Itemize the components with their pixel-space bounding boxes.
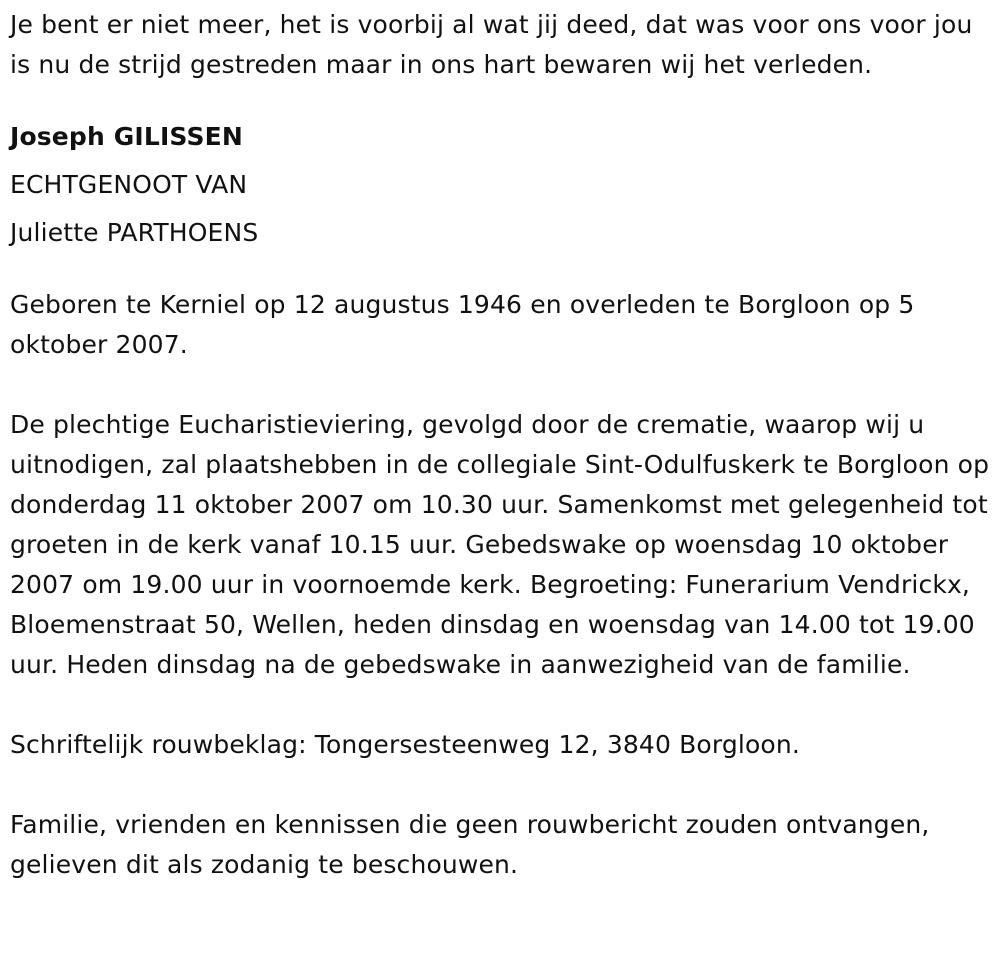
birth-death-details: Geboren te Kerniel op 12 augustus 1946 en overleden te Borgloon op 5 oktober 2007. <box>10 290 915 359</box>
spacer <box>10 365 995 405</box>
spacer <box>10 685 995 725</box>
spacer <box>10 85 995 113</box>
memorial-poem: Je bent er niet meer, het is voorbij al wat jij deed, dat was voor ons voor jou is nu de strijd gestreden maar in ons hart bewaren wij het verleden. <box>10 10 973 79</box>
ceremony-details: De plechtige Eucharistieviering, gevolgd door de crematie, waarop wij u uitnodigen, zal plaatshebben in de collegiale Sint-Odulfuskerk te Borgloon op donderdag 11 oktober 2007 om 10.30 uur. Samenkomst met gelegenheid tot groeten in de kerk vanaf 10.15 uur. Gebedswake op woensdag 10 oktober 2007 om 19.00 uur in voornoemde kerk. Begroeting: Funerarium Vendrickx, Bloemenstraat 50, Wellen, heden dinsdag en woensdag van 14.00 tot 19.00 uur. Heden dinsdag na de gebedswake in aanwezigheid van de familie. <box>10 410 990 679</box>
spacer <box>10 257 995 285</box>
relation-label: ECHTGENOOT VAN <box>10 170 248 199</box>
condolence-address: Schriftelijk rouwbeklag: Tongersesteenweg 12, 3840 Borgloon. <box>10 730 800 759</box>
closing-note: Familie, vrienden en kennissen die geen rouwbericht zouden ontvangen, gelieven dit als zodanig te beschouwen. <box>10 810 930 879</box>
death-notice <box>10 5 995 885</box>
spouse-name: Juliette PARTHOENS <box>10 218 259 247</box>
deceased-name: Joseph GILISSEN <box>10 122 243 151</box>
spacer <box>10 765 995 805</box>
